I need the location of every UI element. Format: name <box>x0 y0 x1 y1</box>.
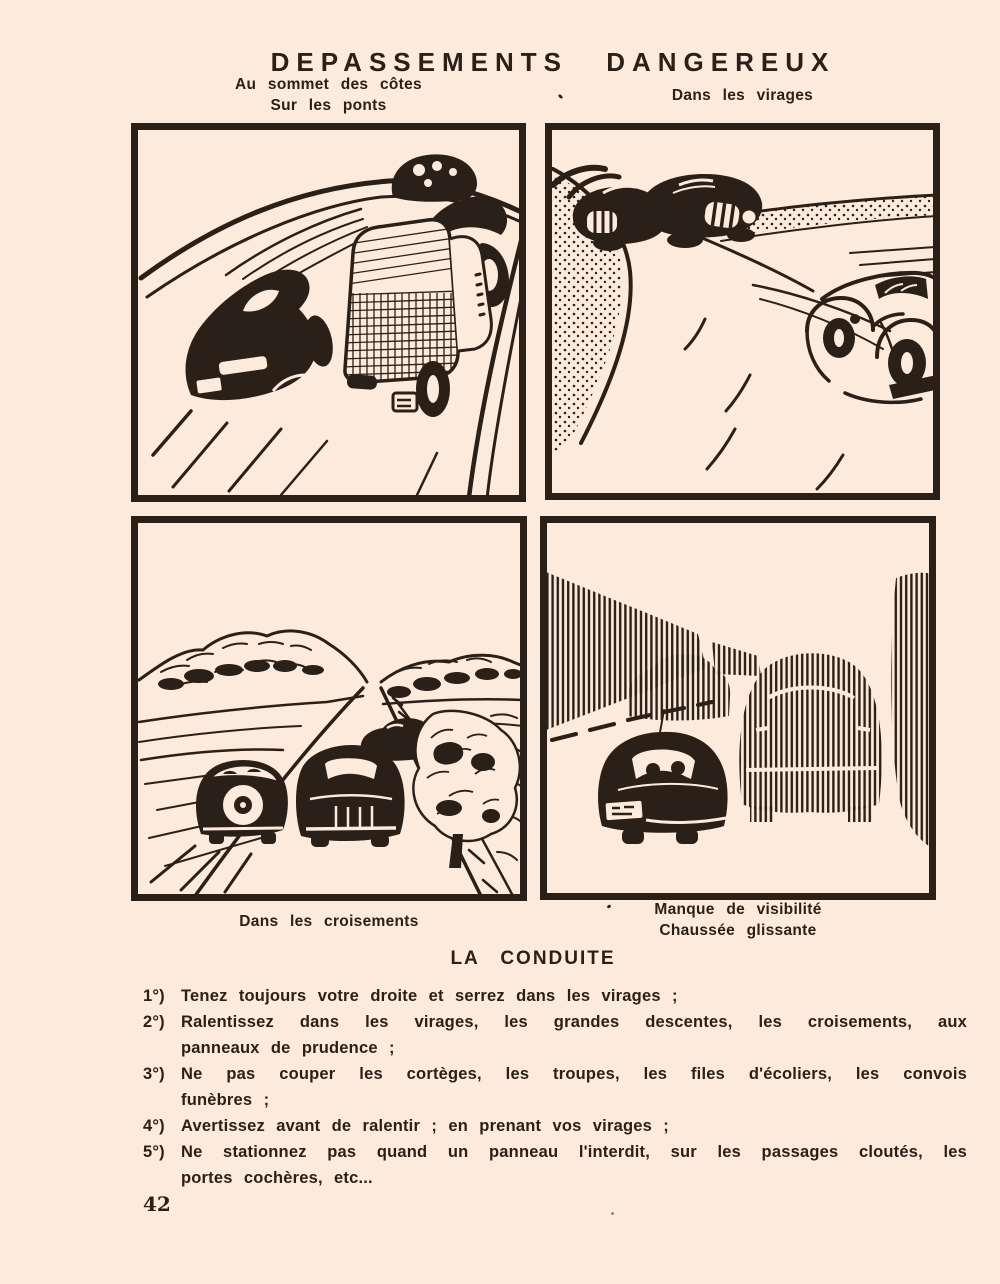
conduct-heading: LA CONDUITE <box>450 948 616 969</box>
caption-visibility <box>540 899 936 941</box>
rule-item-1 <box>143 983 967 1009</box>
caption-visibility-line1: Manque de visibilité <box>654 901 822 918</box>
caption-crossings-line1: Dans les croisements <box>239 913 419 930</box>
rule-item-3 <box>143 1061 967 1113</box>
illustration-curves <box>545 123 940 500</box>
rule-number: 3°) <box>143 1065 165 1083</box>
panel-visibility <box>540 516 936 900</box>
rule-item-5 <box>143 1139 967 1191</box>
page-number: 42 <box>143 1192 171 1216</box>
scan-speck <box>611 1212 614 1215</box>
rule-line: Ralentissez dans les virages, les grandes descentes, les croisements, aux <box>181 1013 967 1031</box>
caption-crest-line1: Au sommet des côtes <box>235 76 422 93</box>
rule-line: Ne stationnez pas quand un panneau l'interdit, sur les passages cloutés, les <box>181 1143 967 1161</box>
rule-line: funèbres ; <box>181 1091 270 1109</box>
caption-crest <box>131 74 526 116</box>
caption-crest-line2: Sur les ponts <box>270 97 387 114</box>
rule-number: 5°) <box>143 1143 165 1161</box>
page-title: DEPASSEMENTS DANGEREUX <box>270 47 836 78</box>
rule-number: 4°) <box>143 1117 165 1135</box>
illustration-crossings <box>131 516 527 901</box>
illustration-crest <box>131 123 526 502</box>
caption-curves <box>545 85 940 106</box>
caption-visibility-line2: Chaussée glissante <box>659 922 817 939</box>
caption-curves-line1: Dans les virages <box>671 87 814 104</box>
caption-crossings <box>131 911 527 932</box>
panel-crest <box>131 123 526 502</box>
panel-crossings <box>131 516 527 901</box>
rule-line: Avertissez avant de ralentir ; en prenant vos virages ; <box>181 1117 669 1135</box>
illustration-visibility <box>540 516 936 900</box>
panel-curves <box>545 123 940 500</box>
rule-line: Ne pas couper les cortèges, les troupes, les files d'écoliers, les convois <box>181 1065 967 1083</box>
rules-list <box>143 983 967 1191</box>
rule-number: 2°) <box>143 1013 165 1031</box>
rule-item-2 <box>143 1009 967 1061</box>
rule-line: portes cochères, etc... <box>181 1169 373 1187</box>
rule-line: Tenez toujours votre droite et serrez dans les virages ; <box>181 987 678 1005</box>
rule-line: panneaux de prudence ; <box>181 1039 395 1057</box>
rule-item-4 <box>143 1113 967 1139</box>
rule-number: 1°) <box>143 987 165 1005</box>
